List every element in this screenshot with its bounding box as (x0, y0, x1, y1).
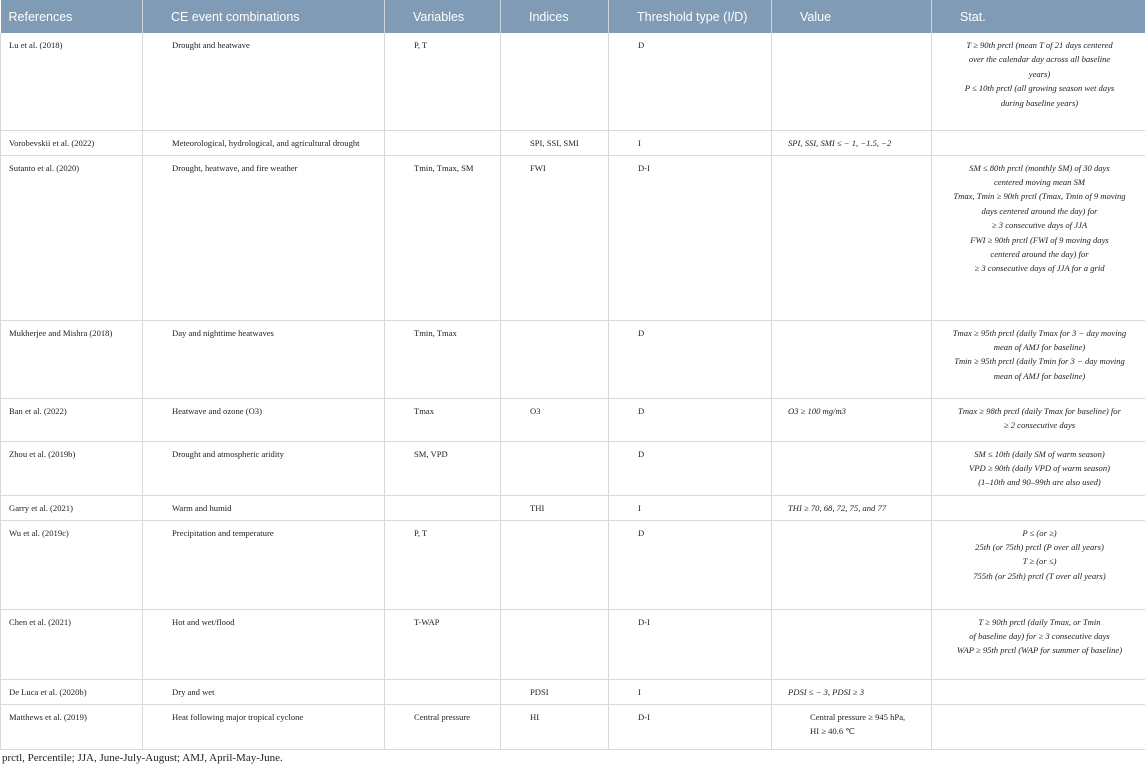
cell-reference-text: De Luca et al. (2020b) (9, 686, 87, 697)
cell-variables (385, 520, 501, 609)
cell-indices (501, 130, 609, 155)
cell-variables-text: Central pressure (414, 711, 471, 722)
header-stat: Stat. (932, 0, 1145, 33)
cell-value (772, 33, 932, 130)
cell-threshold (609, 704, 772, 749)
cell-value-text: Central pressure ≥ 945 hPa, (810, 711, 906, 722)
cell-indices (501, 679, 609, 704)
cell-ce-event-text: Heatwave and ozone (O3) (172, 405, 262, 416)
stat-line: centered around the day) for (990, 248, 1089, 259)
cell-ce-event-text: Meteorological, hydrological, and agricultural drought (172, 137, 360, 148)
cell-ce-event (143, 441, 385, 495)
cell-ce-event-text: Drought and heatwave (172, 40, 250, 50)
cell-value (772, 679, 932, 704)
cell-ce-event (143, 609, 385, 679)
cell-indices-text: O3 (530, 405, 541, 416)
cell-reference (1, 495, 143, 520)
cell-variables (385, 679, 501, 704)
stat-line: P ≤ 10th prctl (all growing season wet days (964, 83, 1115, 94)
cell-indices-text: FWI (530, 162, 546, 173)
cell-stat (932, 609, 1145, 679)
cell-value (772, 441, 932, 495)
cell-stat (932, 398, 1145, 441)
stat-line: 25th (or 75th) prctl (P over all years) (975, 541, 1104, 552)
cell-variables-text: T-WAP (414, 616, 440, 627)
stat-line: during baseline years) (1000, 97, 1079, 108)
cell-value (772, 609, 932, 679)
table-row (1, 155, 1145, 320)
cell-value (772, 130, 932, 155)
cell-reference (1, 520, 143, 609)
cell-indices (501, 155, 609, 320)
cell-ce-event-text: Precipitation and temperature (172, 527, 274, 538)
stat-line: (1–10th and 90–99th are also used) (978, 477, 1101, 488)
cell-reference-text: Sutanto et al. (2020) (9, 162, 80, 173)
cell-reference (1, 320, 143, 398)
cell-reference (1, 33, 143, 130)
cell-ce-event-text: Warm and humid (172, 502, 232, 513)
cell-stat (932, 704, 1145, 749)
cell-threshold-text: D (638, 448, 645, 459)
cell-ce-event-text: Hot and wet/flood (172, 616, 235, 627)
stat-line: over the calendar day across all baseline (968, 54, 1111, 65)
cell-reference (1, 130, 143, 155)
cell-stat (932, 441, 1145, 495)
stat-line: centered moving mean SM (993, 176, 1086, 187)
cell-reference (1, 155, 143, 320)
stat-line: SM ≤ 10th (daily SM of warm season) (974, 448, 1105, 459)
cell-threshold (609, 441, 772, 495)
header-value: Value (772, 0, 932, 33)
cell-indices-text: SPI, SSI, SMI (530, 137, 579, 148)
stat-line: FWI ≥ 90th prctl (FWI of 9 moving days (970, 234, 1109, 245)
cell-reference-text: Mukherjee and Mishra (2018) (9, 327, 113, 338)
cell-indices-text: PDSI (530, 686, 549, 697)
cell-threshold (609, 320, 772, 398)
stat-line: T ≥ 90th prctl (daily Tmax, or Tmin (978, 616, 1101, 627)
cell-indices-text: THI (530, 502, 545, 513)
cell-threshold-text: D-I (638, 711, 650, 722)
stat-line: years) (1028, 68, 1051, 79)
cell-stat (932, 33, 1145, 130)
cell-threshold (609, 609, 772, 679)
table-row (1, 441, 1145, 495)
cell-indices (501, 398, 609, 441)
stat-line: WAP ≥ 95th prctl (WAP for summer of baseline) (956, 645, 1123, 656)
cell-value (772, 320, 932, 398)
cell-variables-text: P, T (414, 40, 428, 50)
stat-line: P ≤ (or ≥) (1022, 527, 1057, 538)
cell-reference-text: Vorobevskii et al. (2022) (9, 137, 95, 148)
stat-line: mean of AMJ for baseline) (993, 341, 1086, 352)
stat-line: ≥ 3 consecutive days of JJA (991, 220, 1088, 231)
header-threshold: Threshold type (I/D) (609, 0, 772, 33)
cell-reference (1, 704, 143, 749)
table-footnote: prctl, Percentile; JJA, June-July-August; AMJ, April-May-June. (2, 752, 283, 764)
table-row (1, 130, 1145, 155)
cell-threshold (609, 33, 772, 130)
cell-value-text: HI ≥ 40.6 ℃ (810, 725, 855, 736)
cell-variables (385, 130, 501, 155)
cell-threshold-text: I (638, 137, 641, 148)
cell-value (772, 495, 932, 520)
cell-stat (932, 679, 1145, 704)
cell-value (772, 155, 932, 320)
cell-stat (932, 520, 1145, 609)
stat-line: of baseline day) for ≥ 3 consecutive days (969, 630, 1110, 641)
stat-line: ≥ 2 consecutive days (1003, 419, 1076, 430)
cell-variables-text: Tmax (414, 405, 435, 416)
cell-indices (501, 520, 609, 609)
cell-value (772, 398, 932, 441)
cell-ce-event (143, 520, 385, 609)
stat-line: 755th (or 25th) prctl (T over all years) (973, 570, 1106, 581)
cell-threshold-text: D (638, 405, 645, 416)
stat-line: T ≥ (or ≤) (1022, 556, 1057, 567)
cell-ce-event (143, 495, 385, 520)
table-row (1, 609, 1145, 679)
cell-value-text: SPI, SSI, SMI ≤ − 1, −1.5, −2 (788, 137, 892, 148)
header-references: References (1, 0, 143, 33)
cell-threshold (609, 679, 772, 704)
cell-variables (385, 33, 501, 130)
cell-ce-event (143, 679, 385, 704)
stat-line: Tmax ≥ 98th prctl (daily Tmax for baseline) for (958, 405, 1121, 416)
cell-value (772, 520, 932, 609)
cell-reference (1, 609, 143, 679)
cell-threshold-text: D (638, 527, 645, 538)
table-row (1, 679, 1145, 704)
cell-value (772, 704, 932, 749)
cell-threshold-text: D-I (638, 162, 650, 173)
table-row (1, 704, 1145, 749)
stat-line: SM ≤ 80th prctl (monthly SM) of 30 days (969, 162, 1110, 173)
cell-ce-event (143, 398, 385, 441)
header-indices: Indices (501, 0, 609, 33)
cell-reference (1, 398, 143, 441)
stat-line: Tmax ≥ 95th prctl (daily Tmax for 3 − day moving (952, 327, 1127, 338)
cell-reference-text: Zhou et al. (2019b) (9, 448, 76, 459)
cell-indices (501, 33, 609, 130)
cell-variables (385, 155, 501, 320)
cell-ce-event (143, 155, 385, 320)
table-row (1, 398, 1145, 441)
cell-variables (385, 398, 501, 441)
cell-reference (1, 441, 143, 495)
cell-reference-text: Ban et al. (2022) (9, 405, 67, 416)
cell-threshold (609, 398, 772, 441)
cell-variables (385, 704, 501, 749)
cell-value-text: O3 ≥ 100 mg/m3 (788, 405, 846, 416)
cell-indices (501, 495, 609, 520)
cell-threshold-text: D (638, 327, 645, 338)
cell-reference-text: Chen et al. (2021) (9, 616, 72, 627)
cell-threshold (609, 520, 772, 609)
cell-reference-text: Garry et al. (2021) (9, 502, 73, 513)
table-row (1, 520, 1145, 609)
header-ce-event: CE event combinations (143, 0, 385, 33)
cell-stat (932, 155, 1145, 320)
cell-value-text: PDSI ≤ − 3, PDSI ≥ 3 (788, 686, 865, 697)
header-variables: Variables (385, 0, 501, 33)
stat-line: mean of AMJ for baseline) (993, 370, 1086, 381)
cell-variables (385, 441, 501, 495)
cell-stat (932, 320, 1145, 398)
cell-indices (501, 609, 609, 679)
cell-ce-event (143, 33, 385, 130)
cell-reference (1, 679, 143, 704)
cell-reference-text: Matthews et al. (2019) (9, 711, 87, 722)
cell-threshold (609, 495, 772, 520)
stat-line: VPD ≥ 90th (daily VPD of warm season) (968, 462, 1110, 473)
cell-ce-event (143, 704, 385, 749)
table-row (1, 320, 1145, 398)
cell-threshold-text: D (638, 40, 645, 50)
stat-line: Tmin ≥ 95th prctl (daily Tmin for 3 − day moving (954, 356, 1125, 367)
cell-ce-event (143, 320, 385, 398)
table-row (1, 33, 1145, 130)
stat-line: ≥ 3 consecutive days of JJA for a grid (974, 263, 1105, 274)
stat-line: Tmax, Tmin ≥ 90th prctl (Tmax, Tmin of 9 moving (953, 191, 1126, 202)
cell-variables (385, 320, 501, 398)
cell-value-text: THI ≥ 70, 68, 72, 75, and 77 (788, 502, 887, 513)
cell-variables (385, 609, 501, 679)
cell-stat (932, 130, 1145, 155)
stat-line: T ≥ 90th prctl (mean T of 21 days centered (966, 40, 1113, 50)
cell-threshold (609, 155, 772, 320)
cell-ce-event-text: Drought, heatwave, and fire weather (172, 162, 298, 173)
cell-threshold-text: I (638, 502, 641, 513)
cell-ce-event-text: Drought and atmospheric aridity (172, 448, 284, 459)
cell-variables-text: Tmin, Tmax (414, 327, 457, 338)
cell-variables-text: Tmin, Tmax, SM (414, 162, 474, 173)
stat-line: days centered around the day) for (981, 205, 1098, 216)
cell-ce-event-text: Dry and wet (172, 686, 215, 697)
cell-indices-text: HI (530, 711, 540, 722)
cell-variables-text: SM, VPD (414, 448, 448, 459)
cell-stat (932, 495, 1145, 520)
cell-variables-text: P, T (414, 527, 428, 538)
cell-variables (385, 495, 501, 520)
cell-ce-event-text: Heat following major tropical cyclone (172, 711, 304, 722)
cell-indices (501, 441, 609, 495)
cell-threshold-text: D-I (638, 616, 650, 627)
cell-reference-text: Wu et al. (2019c) (9, 527, 69, 538)
cell-threshold-text: I (638, 686, 641, 697)
cell-indices (501, 704, 609, 749)
cell-indices (501, 320, 609, 398)
cell-reference-text: Lu et al. (2018) (9, 40, 63, 50)
cell-ce-event-text: Day and nighttime heatwaves (172, 327, 274, 338)
header-row (1, 0, 1145, 33)
table-row (1, 495, 1145, 520)
cell-ce-event (143, 130, 385, 155)
cell-threshold (609, 130, 772, 155)
